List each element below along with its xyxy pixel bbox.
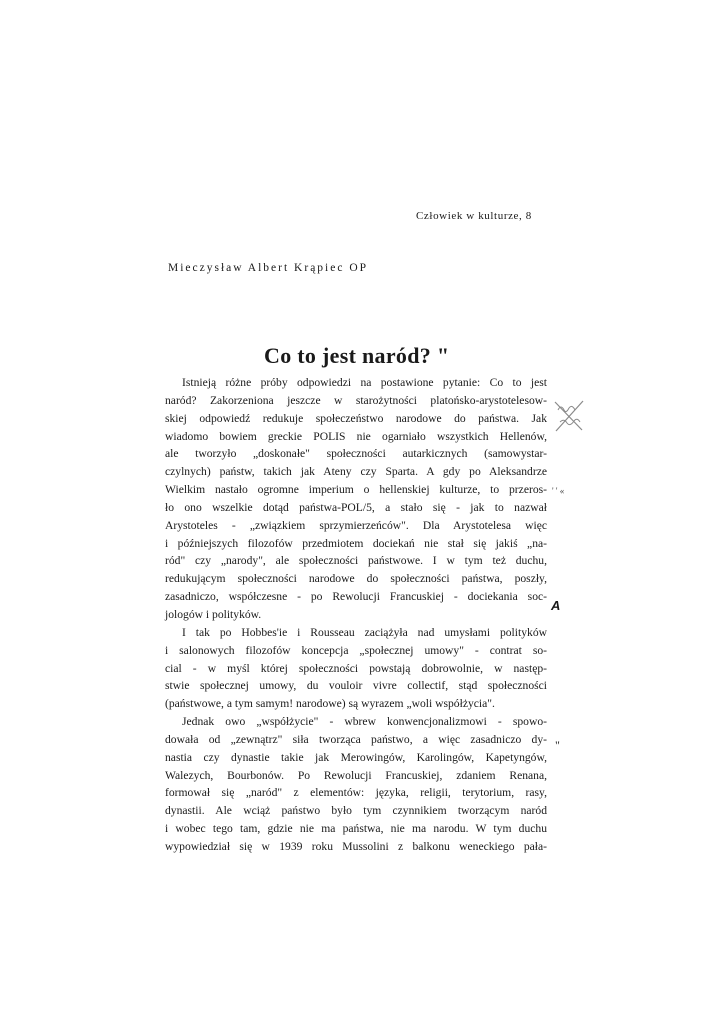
body-line: formował się „naród" z elementów: języka, religii, terytorium, rasy, <box>165 786 547 800</box>
body-line: Istnieją różne próby odpowiedzi na postawione pytanie: Co to jest <box>182 376 547 389</box>
page-title: Co to jest naród? " <box>264 343 450 368</box>
body-line: ło ono wszelkie dotąd państwa-POL/5, a stało się - jak to nazwał <box>165 500 547 514</box>
body-line: Walezych, Bourbonów. Po Rewolucji Francuskiej, zdaniem Renana, <box>165 768 547 782</box>
body-line: ale tworzyło „doskonałe" społeczności autarkicznych (samowystar- <box>165 447 547 461</box>
author-name: Mieczysław Albert Krąpiec OP <box>168 262 369 274</box>
article-body <box>165 374 547 856</box>
body-line: stwie społecznej umowy, du vouloir vivre collectif, stąd społeczności <box>165 679 547 693</box>
body-line: naród? Zakorzeniona jeszcze w starożytności platońsko-arystotelesow- <box>165 393 547 407</box>
body-line: I tak po Hobbes'ie i Rousseau zaciążyła nad umysłami polityków <box>182 625 547 639</box>
body-line: jologów i polityków. <box>165 607 262 621</box>
body-line: nastia czy dynastie takie jak Merowingów, Karolingów, Kapetyngów, <box>165 750 547 764</box>
body-line: wiadomo bowiem greckie POLIS nie ogarniało wszystkich Hellenów, <box>165 429 547 443</box>
body-line: Arystoteles - „związkiem sprzymierzeńców". Dla Arystotelesa więc <box>165 518 547 532</box>
margin-glyph: ' ' « <box>552 486 565 496</box>
crossed-out-handwritten-stamp-icon <box>552 398 586 434</box>
body-line: wypowiedział się w 1939 roku Mussolini z balkonu weneckiego pała- <box>165 839 547 853</box>
body-line: cial - w myśl której społeczności powstają dobrowolnie, w następ- <box>165 661 547 675</box>
body-line: i późniejszych filozofów przedmiotem dociekań nie stał się jakiś „na- <box>165 536 547 550</box>
body-line: dowała od „zewnątrz" siła tworząca państwo, a więc zasadniczo dy- <box>165 732 547 746</box>
margin-quote-mark: " <box>555 738 560 752</box>
body-line: Jednak owo „współżycie" - wbrew konwencjonalizmowi - spowo- <box>182 715 547 729</box>
body-line: (państwowe, a tym samym! narodowe) są wyrazem „woli współżycia". <box>165 697 495 711</box>
body-line: i salonowych filozofów koncepcja „społecznej umowy" - contrat so- <box>165 643 547 657</box>
margin-letter-a: A <box>551 598 561 613</box>
body-line: skiej odpowiedź redukuje społeczeństwo narodowe do państwa. Jak <box>165 411 547 425</box>
body-line: zasadniczo, współczesne - po Rewolucji Francuskiej - dociekania soc- <box>165 590 547 604</box>
body-line: i wobec tego tam, gdzie nie ma państwa, nie ma narodu. W tym duchu <box>165 822 547 836</box>
body-line: czylnych) państw, takich jak Ateny czy Sparta. A gdy po Aleksandrze <box>165 465 547 479</box>
body-line: dynastii. Ale wciąż państwo było tym czynnikiem tworzącym naród <box>165 804 547 818</box>
body-line: Wielkim nastało ogromne imperium o hellenskiej kulturze, to przeros- <box>165 483 547 497</box>
running-header: Człowiek w kulturze, 8 <box>416 210 532 222</box>
body-line: ród" czy „narody", ale społeczności państwowe. I w tym też duchu, <box>165 554 547 568</box>
body-line: redukującym społeczności narodowe do społeczności państwa, poszły, <box>165 572 547 586</box>
